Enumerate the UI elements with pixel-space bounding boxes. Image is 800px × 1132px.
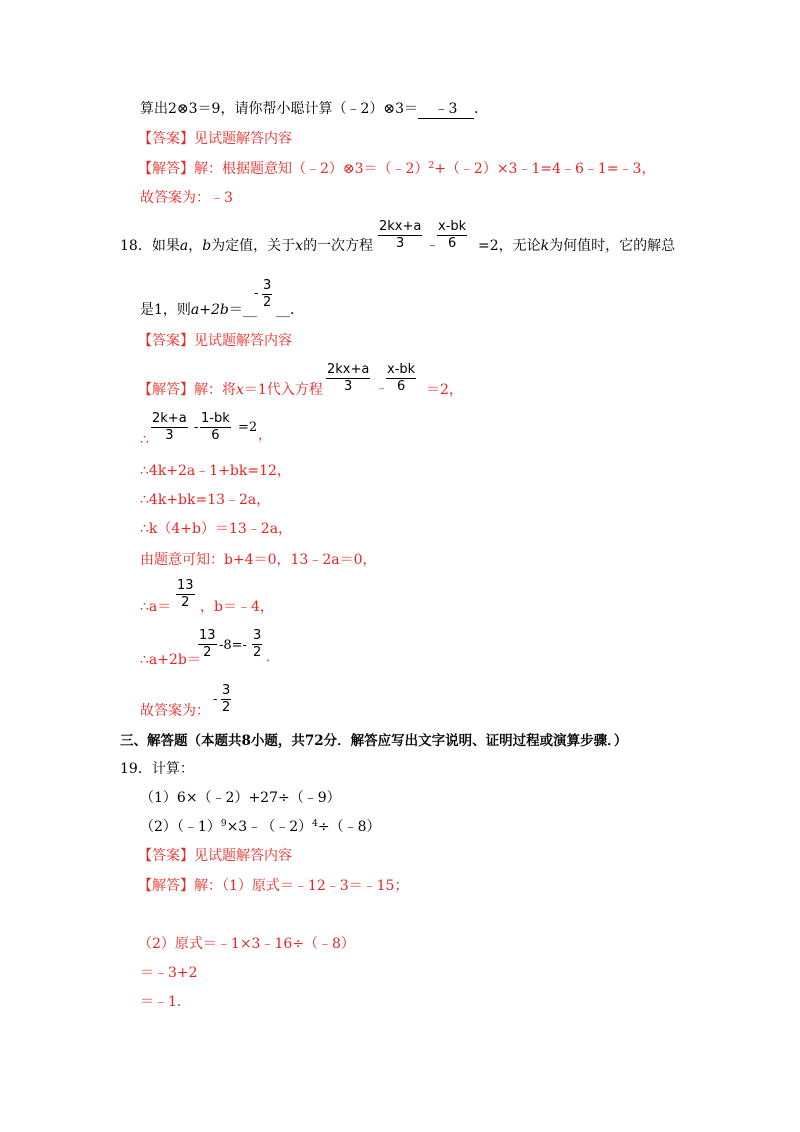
q18-step6-fraction: $\frac{13}{2}$ [177,578,194,610]
q18-conclusion: 故答案为： [140,703,210,719]
q18-step3: ∴4k+bk=13﹣2a， [140,492,271,508]
q18-analysis: 【解答】解：将x＝1代入方程 [138,382,323,398]
q18-analysis-eq: ＝2， [426,382,463,398]
q18-step7-mid: -8=- [219,638,247,653]
q18-answer-sign: - [254,286,259,301]
q18-minus: ﹣ [426,238,440,253]
q19-stem: 19．计算： [120,761,194,777]
q18-line2: 是1，则a+2b＝__ [140,302,257,318]
q18-step7-fraction-2: $\frac{3}{2}$ [253,628,262,660]
q17-answer: 【答案】见试题解答内容 [138,131,292,147]
q18-answer: 【答案】见试题解答内容 [138,333,292,349]
q18-step1-fraction-1: $\frac{2k+a}{3}$ [152,411,187,443]
q17-text: 算出2⊗3＝9，请你帮小聪计算（﹣2）⊗3＝ [140,101,418,117]
q18-step5: 由题意可知：b+4＝0，13﹣2a＝0， [140,552,377,568]
q19-result-line3: ＝﹣1． [140,994,191,1010]
q18-step4: ∴k（4+b）＝13﹣2a， [140,521,293,537]
q18-step6-b: ，b＝﹣4， [200,599,274,615]
q18-answer-fraction: $\frac{3}{2}$ [263,278,272,310]
q18-stem-left: 18．如果a，b为定值，关于x的一次方程 [120,238,374,254]
q18-step1-therefore: ∴ [140,432,149,448]
q17-conclusion: 故答案为：﹣3 [140,190,233,206]
q18-step2: ∴4k+2a﹣1+bk=12， [140,463,291,479]
q17-analysis: 【解答】解：根据题意知（﹣2）⊗3＝（﹣2）$^2$+（﹣2）×3﹣1=4﹣6﹣1=﹣3， [138,161,656,177]
q18-fraction-1: $\frac{2kx+a}{3}$ [379,219,422,251]
q19-result-line2: ＝﹣3+2 [140,965,198,981]
q19-part1: （1）6×（﹣2）+27÷（﹣9） [140,790,341,806]
q18-step7-fraction-1: $\frac{13}{2}$ [199,628,216,660]
q18-analysis-fraction-1: $\frac{2kx+a}{3}$ [327,362,370,394]
q18-analysis-fraction-2: $\frac{x-bk}{6}$ [387,362,416,394]
q18-step1-fraction-2: $\frac{1-bk}{6}$ [201,411,230,443]
q18-conclusion-sign: - [213,692,218,707]
q19-part2: （2）（﹣1）$^9$×3﹣（﹣2）$^4$÷（﹣8） [140,819,381,835]
q19-result-line1: （2）原式＝﹣1×3﹣16÷（﹣8） [138,936,355,952]
q18-step1-end: ， [258,428,272,443]
q19-analysis: 【解答】解：（1）原式＝﹣12﹣3＝﹣15； [138,878,409,894]
q18-step7-a: ∴a+2b＝ [140,652,201,668]
q18-step1-minus: - [194,420,199,435]
q18-step6-a: ∴a＝ [140,599,172,615]
q18-fraction-2: $\frac{x-bk}{6}$ [438,219,467,251]
q18-stem-right: =2，无论k为何值时，它的解总 [478,238,676,254]
q19-answer: 【答案】见试题解答内容 [138,848,292,864]
q17-line: 算出2⊗3＝9，请你帮小聪计算（﹣2）⊗3＝ ﹣3 ． [140,101,488,117]
q18-analysis-minus: ﹣ [375,381,389,396]
q18-conclusion-fraction: $\frac{3}{2}$ [222,683,231,715]
q18-line2-end: __． [276,302,304,318]
q17-answer-blank: ﹣3 [418,100,474,119]
q18-step1-eq: =2 [238,420,258,435]
section3-heading: 三、解答题（本题共8小题，共72分．解答应写出文字说明、证明过程或演算步骤．） [120,733,628,749]
q18-step7-end: ． [266,650,280,665]
